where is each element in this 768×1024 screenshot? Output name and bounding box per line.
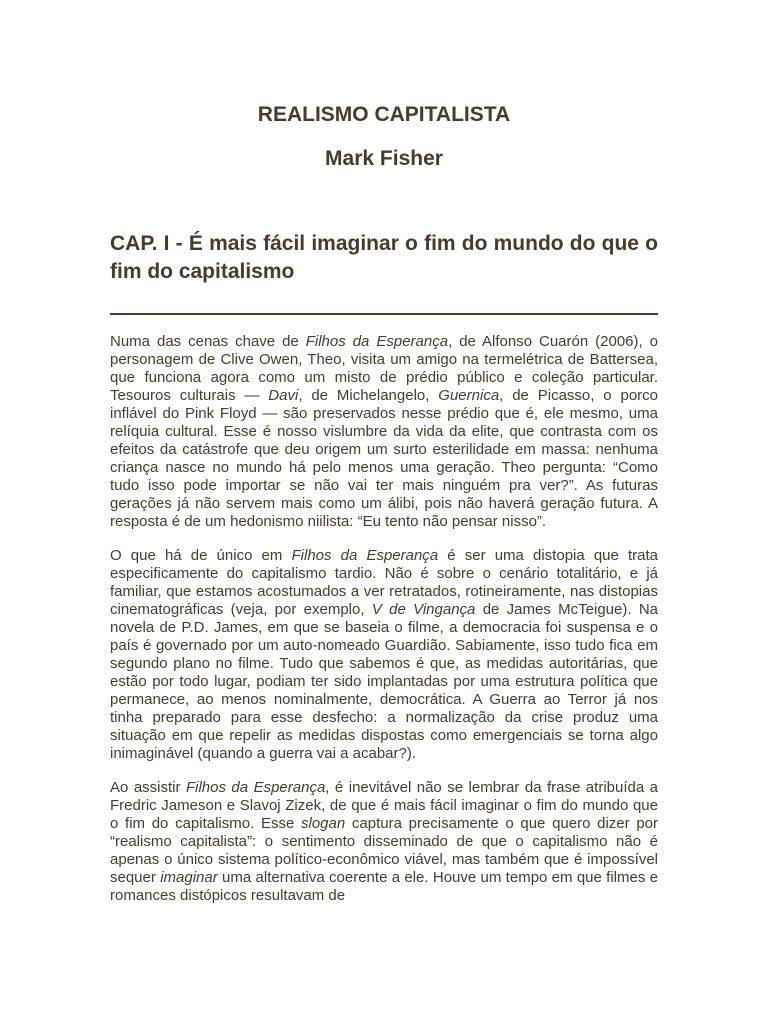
chapter-title: CAP. I - É mais fácil imaginar o fim do mundo do que o fim do capitalismo [110,232,658,283]
text-run: captura precisamente o que quero dizer por “realismo capitalista”: o sentimento disseminado de que o capitalismo não é apenas o único sistema político-econômico viável, mas também que é impossível sequer [110,815,658,886]
text-run: de James McTeigue). Na novela de P.D. James, em que se baseia o filme, a democracia foi suspensa e o país é governado por um auto-nomeado Guardião. Sabiamente, isso tudo fica em segundo plano no filme. Tudo que sabemos é que, as medidas autoritárias, que estão por todo lugar, podiam ter sido implantadas por uma estrutura política que permanece, ao menos nominalmente, democrática. A Guerra ao Terror já nos tinha preparado para esse desfecho: a normalização da crise produz uma situação em que repelir as medidas dispostas como emergenciais se torna algo inimaginável (quando a guerra vai a acabar?). [110,601,658,762]
italic-text: Davi [268,387,299,404]
paragraph-2 [110,547,658,763]
document-author: Mark Fisher [325,147,443,170]
italic-text: Filhos da Esperança [305,333,449,350]
text-run: , de Alfonso Cuarón (2006), o personagem de Clive Owen, Theo, visita um amigo na termelétrica de Battersea, que funciona agora como um misto de prédio público e coleção particular. Tesouros culturais — [110,333,658,404]
text-run: , de Picasso, o porco inflável do Pink Floyd — são preservados nesse prédio que é, ele mesmo, uma relíquia cultural. Esse é nosso vislumbre da vida da elite, que contrasta com os efeitos da catástrofe que deu origem um surto esterilidade em massa: nenhuma criança nasce no mundo há pelo menos uma geração. Theo pergunta: “Como tudo isso pode importar se não vai ter mais ninguém pra ver?”. As futuras gerações já não servem mais como um álibi, pois não haverá geração futura. A resposta é de um hedonismo niilista: “Eu tento não pensar nisso”. [110,387,658,530]
paragraph-1 [110,333,658,531]
text-run: Ao assistir [110,779,186,796]
italic-text: slogan [301,815,346,832]
text-run: , é inevitável não se lembrar da frase atribuída a Fredric Jameson e Slavoj Zizek, de que é mais fácil imaginar o fim do mundo que o fim do capitalismo. Esse [110,779,658,832]
text-run: O que há de único em [110,547,292,564]
body-text [110,333,658,921]
paragraph-3 [110,779,658,905]
text-run: é ser uma distopia que trata especificamente do capitalismo tardio. Não é sobre o cenário totalitário, e já familiar, que estamos acostumados a ver retratados, rotineiramente, nas distopias cinematográficas (veja, por exemplo, [110,547,658,618]
italic-text: Filhos da Esperança [291,547,439,564]
italic-text: imaginar [160,869,218,886]
italic-text: Guernica [438,387,500,404]
text-run: , de Michelangelo, [298,387,439,404]
document-title: REALISMO CAPITALISTA [257,103,511,126]
italic-text: Filhos da Esperança [185,779,326,796]
text-run: Numa das cenas chave de [110,333,306,350]
text-run: uma alternativa coerente a ele. Houve um tempo em que filmes e romances distópicos resultavam de [110,869,658,904]
horizontal-divider [110,313,658,315]
italic-text: V de Vingança [371,601,476,618]
